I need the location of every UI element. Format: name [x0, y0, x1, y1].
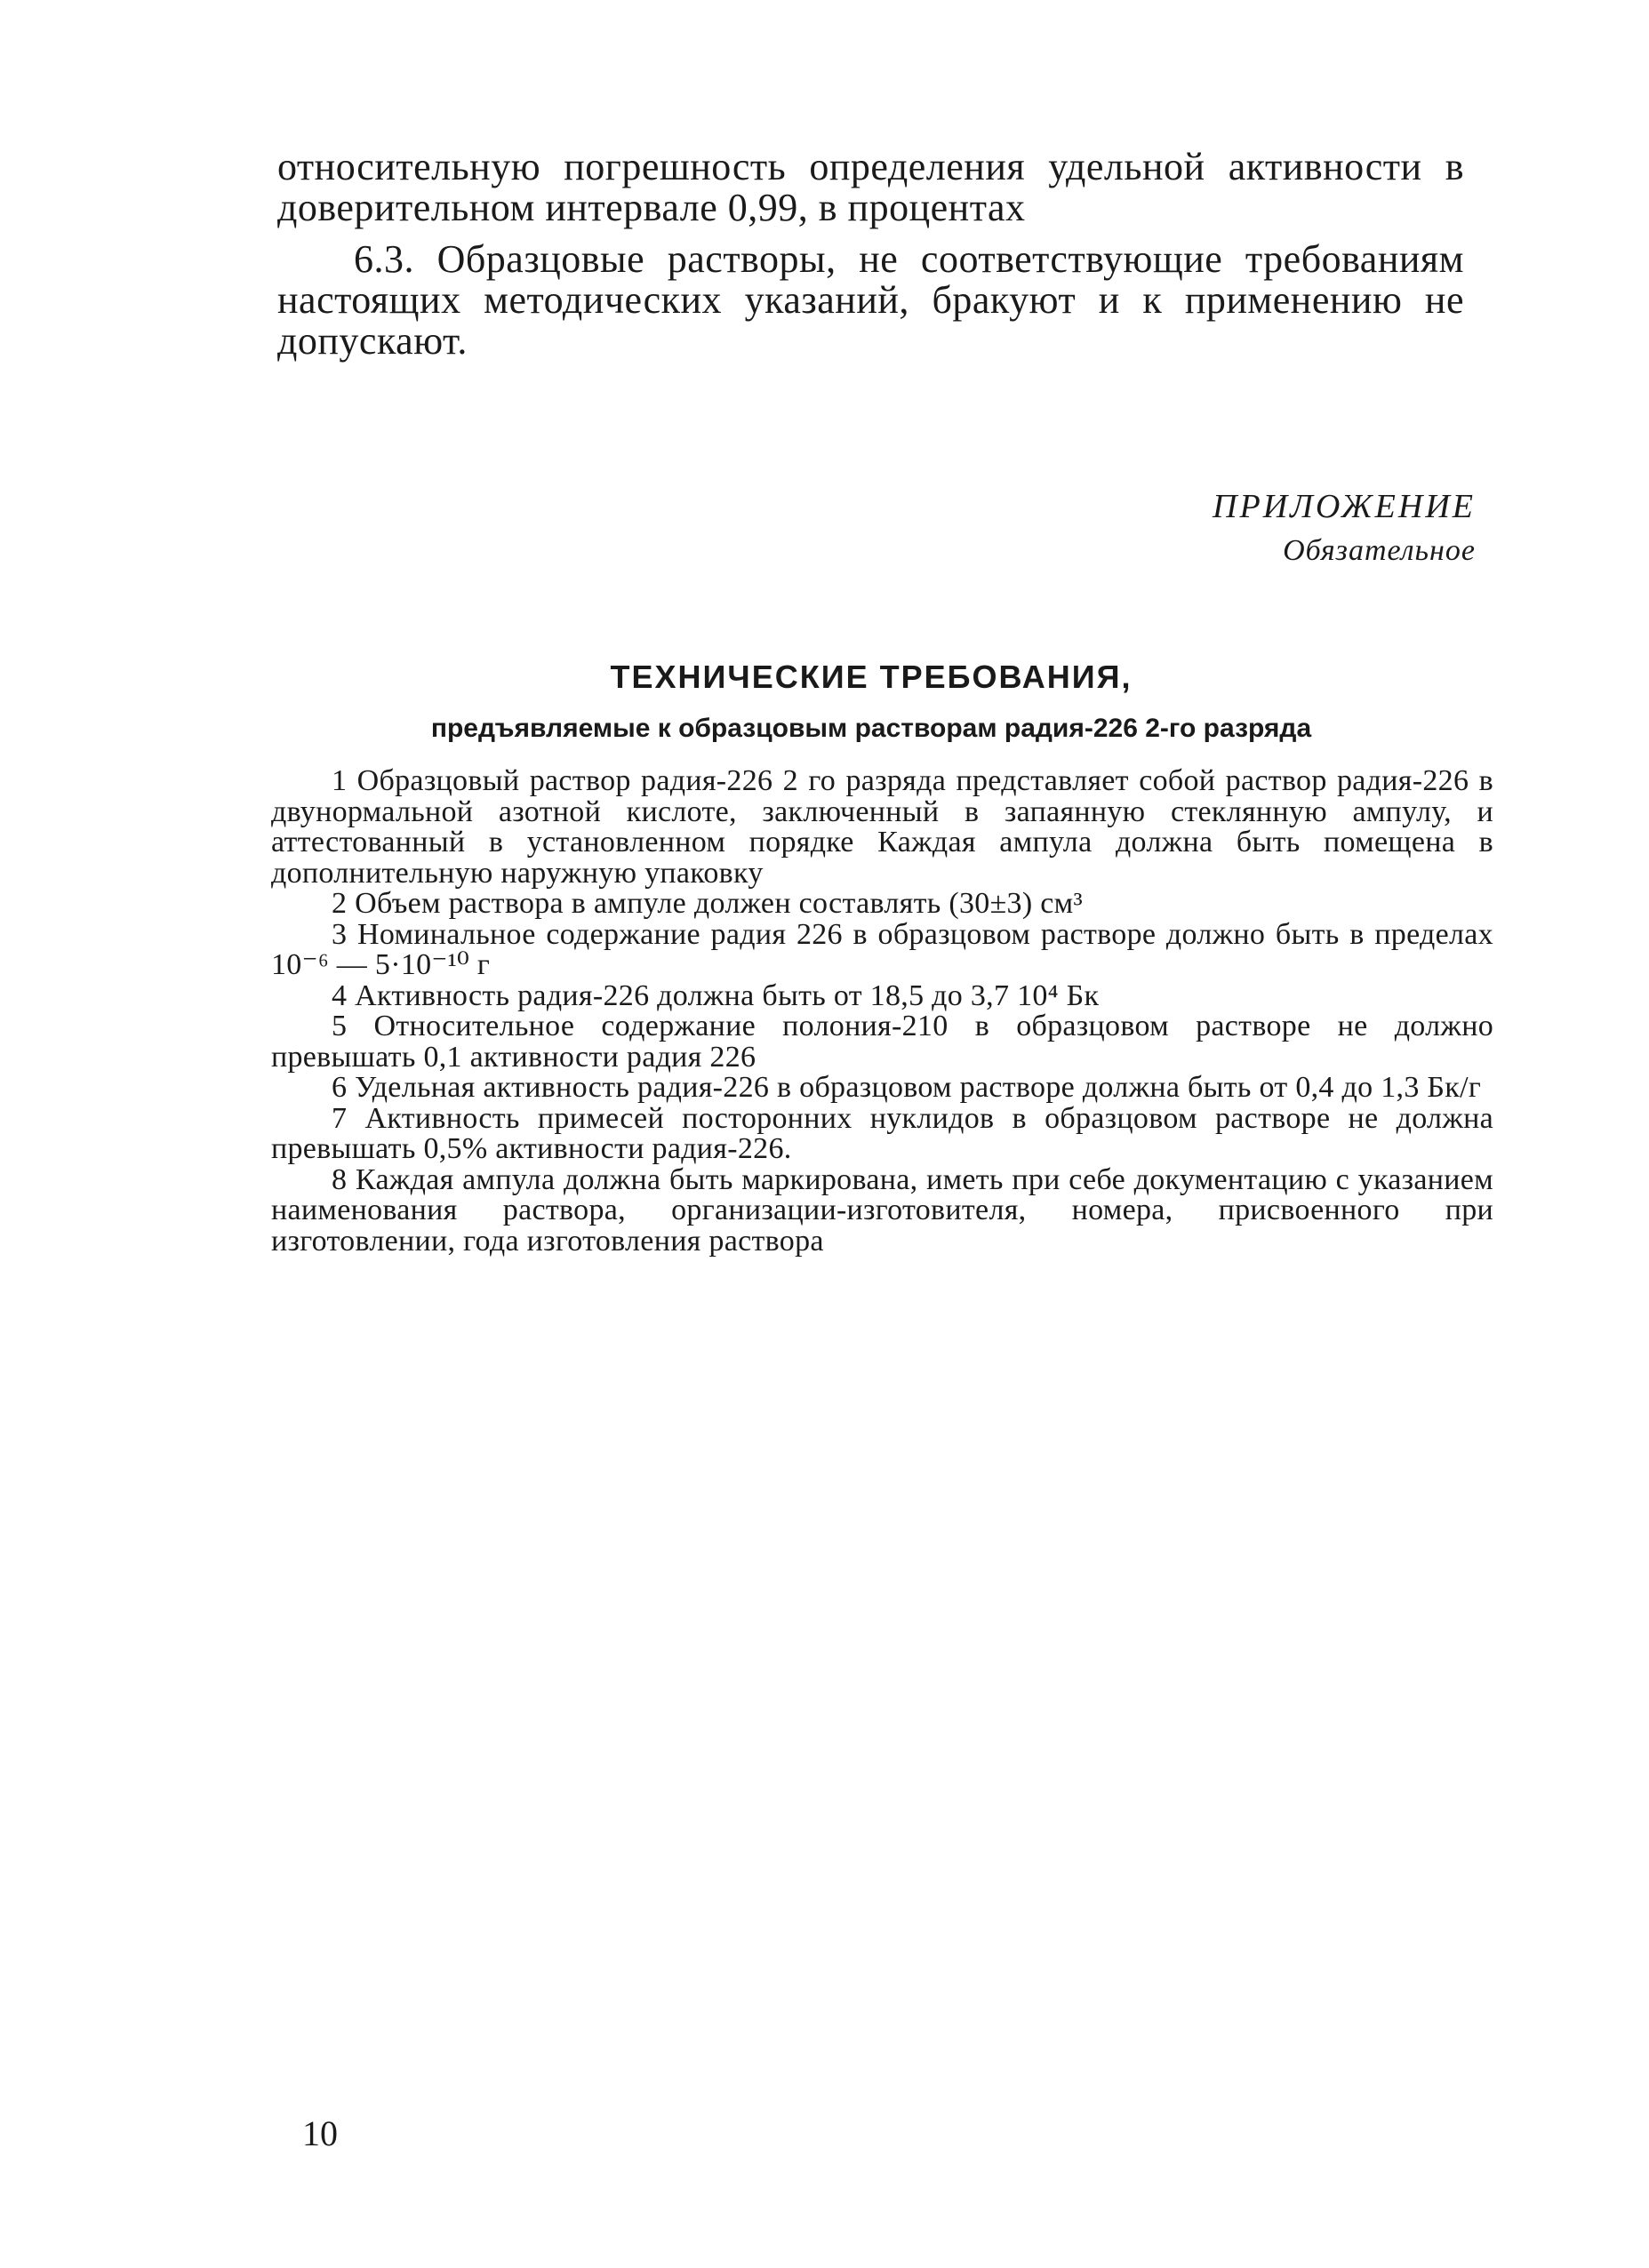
paragraph-6-3: 6.3. Образцовые растворы, не соответствующие требованиям настоящих методических указаний, бракуют и к применению не допускают. — [277, 237, 1464, 363]
requirement-item-2: 2 Объем раствора в ампуле должен составлять (30±3) см³ — [332, 887, 1083, 920]
page-number: 10 — [302, 2113, 338, 2153]
appendix-label — [1156, 487, 1476, 571]
section-subtitle: предъявляемые к образцовым растворам радия-226 2-го разряда — [430, 714, 1312, 743]
intro-text — [277, 147, 1464, 362]
appendix-title: ПРИЛОЖЕНИЕ — [1213, 488, 1476, 525]
requirement-item-8: 8 Каждая ампула должна быть маркирована, иметь при себе документацию с указанием наименования раствора, организации-изготовителя, номера, присвоенного при изготовлении, года изготовления раствора — [271, 1162, 1493, 1258]
requirement-item-6: 6 Удельная активность радия-226 в образцовом растворе должна быть от 0,4 до 1,3 Бк/г — [332, 1071, 1482, 1104]
requirement-item-5: 5 Относительное содержание полония-210 в образцовом растворе не должно превышать 0,1 активности радия 226 — [271, 1010, 1493, 1074]
intro-continuation: относительную погрешность определения удельной активности в доверительном интервале 0,99, в процентах — [277, 145, 1464, 229]
requirement-item-3: 3 Номинальное содержание радия 226 в образцовом растворе должно быть в пределах 10⁻⁶ — 5·10⁻¹⁰ г — [271, 917, 1493, 981]
appendix-subtitle: Обязательное — [1283, 534, 1476, 567]
requirement-item-1: 1 Образцовый раствор радия-226 2 го разряда представляет собой раствор радия-226 в двунормальной азотной кислоте, заключенный в запаянную стеклянную ампулу, и аттестованный в установленном порядке Каждая ампула должна быть помещена в дополнительную наружную упаковку — [271, 764, 1493, 890]
requirements-list — [271, 766, 1493, 1257]
requirement-item-7: 7 Активность примесей посторонних нуклидов в образцовом растворе не должна превышать 0,5% активности радия-226. — [271, 1101, 1493, 1165]
section-heading — [267, 658, 1476, 747]
section-title: ТЕХНИЧЕСКИЕ ТРЕБОВАНИЯ, — [610, 659, 1133, 695]
requirement-item-4: 4 Активность радия-226 должна быть от 18,5 до 3,7 10⁴ Бк — [332, 978, 1100, 1012]
